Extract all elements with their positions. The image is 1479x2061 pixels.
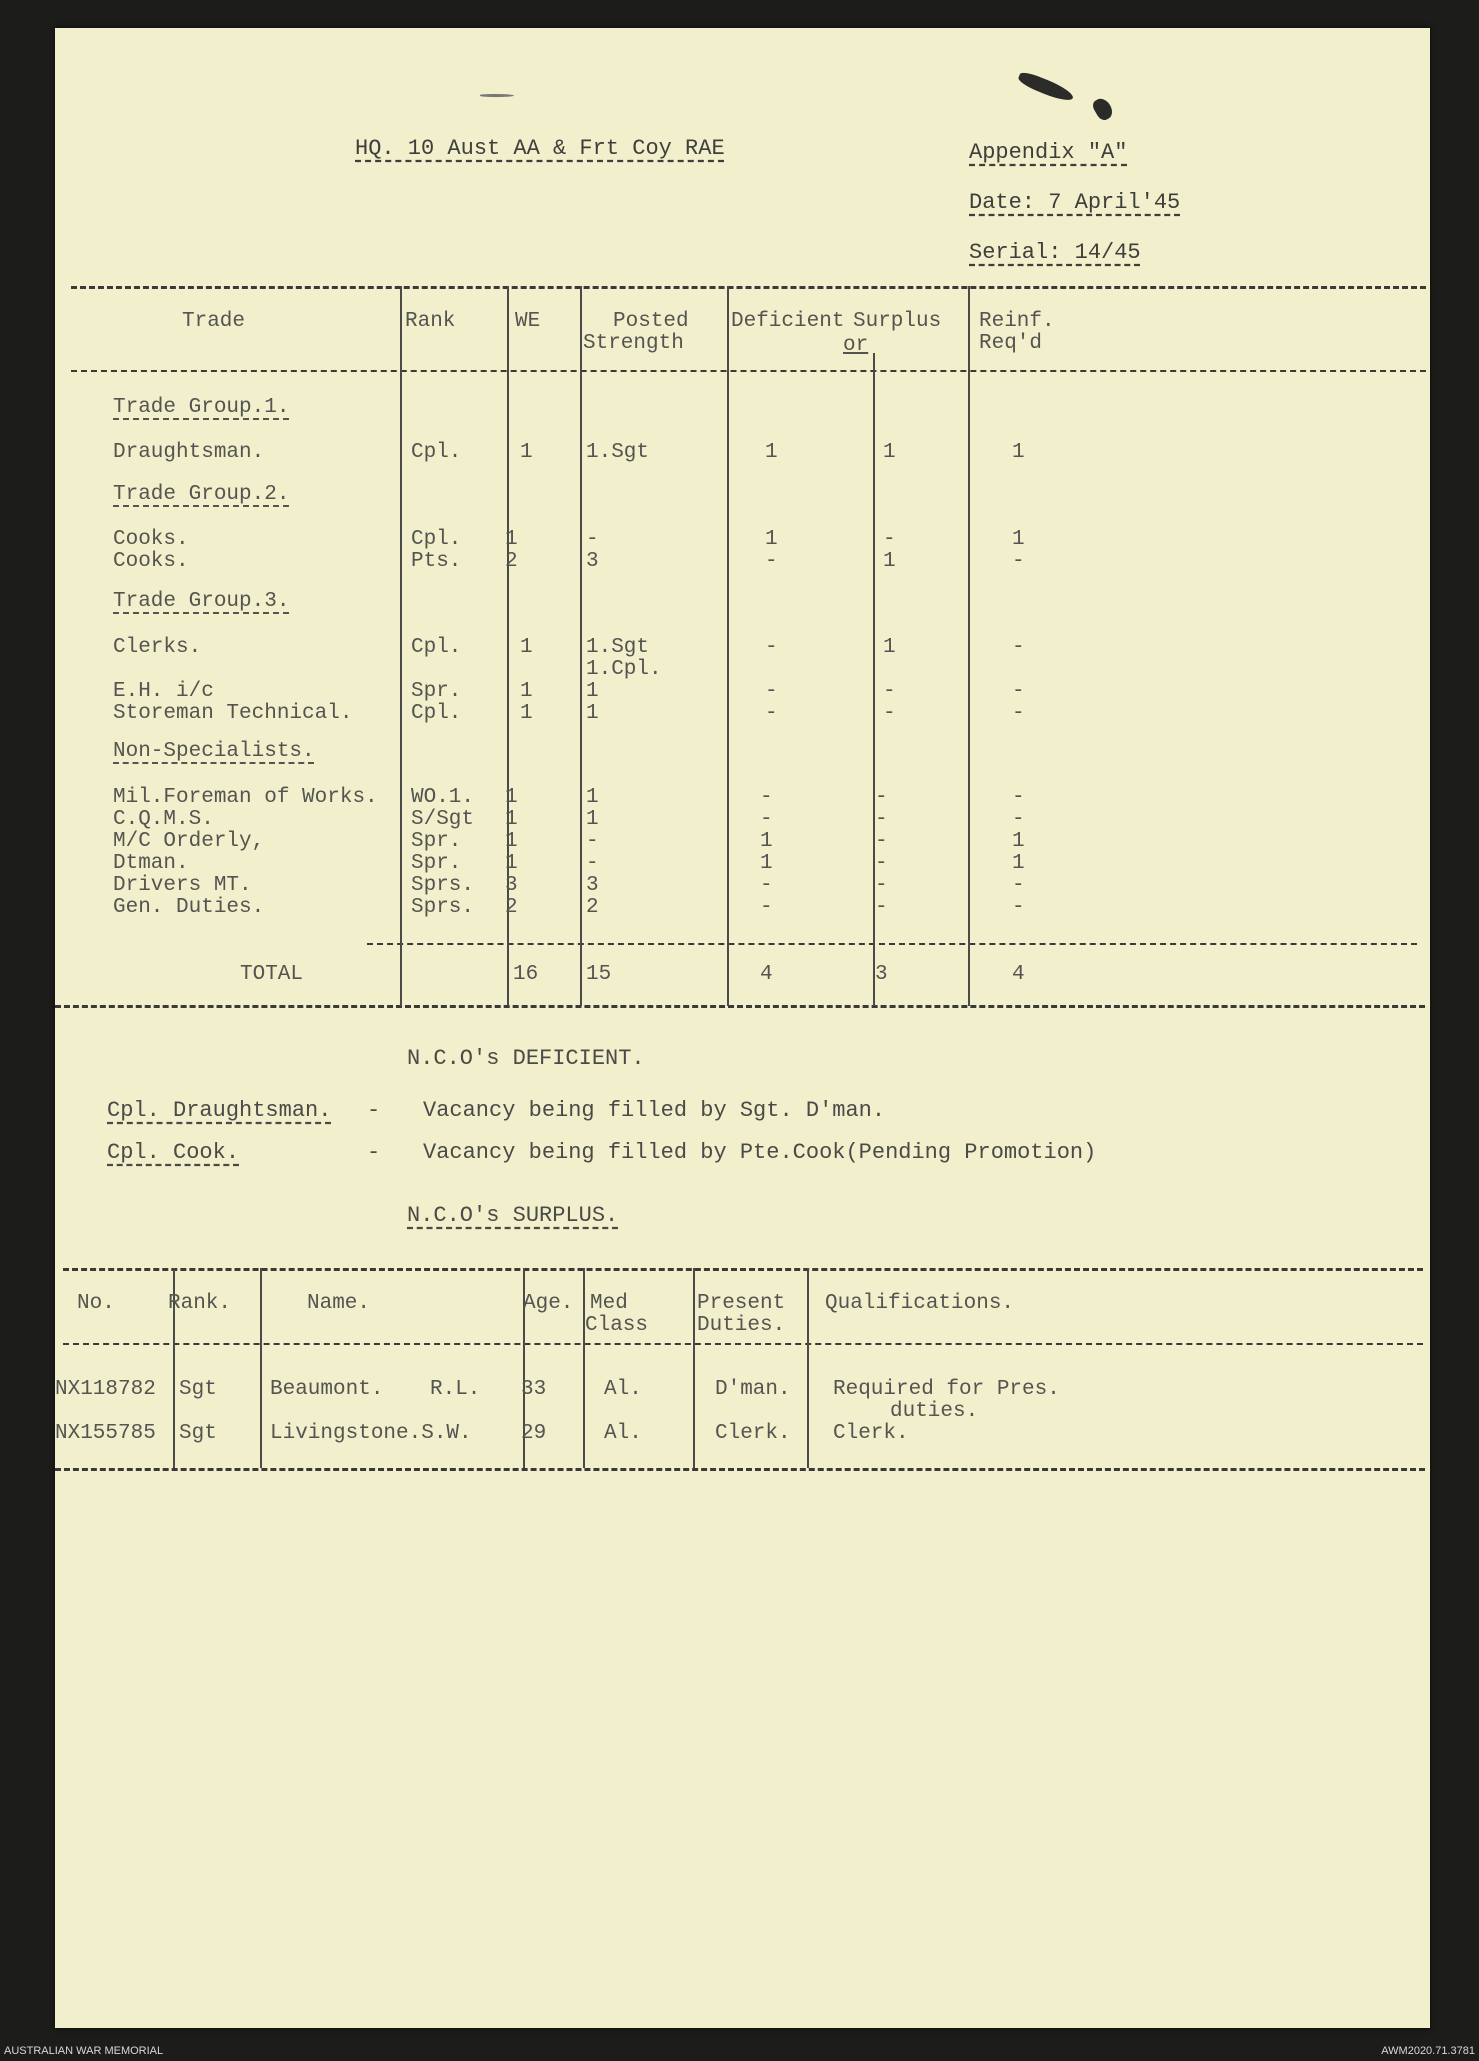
row-posted: -: [586, 528, 599, 551]
row-rank: S/Sgt: [411, 808, 475, 831]
row-surplus: -: [875, 808, 888, 831]
col-divider: [727, 286, 729, 1006]
col-header-deficient: Deficient: [731, 310, 845, 333]
col-header-we: WE: [515, 310, 541, 333]
row-deficient: 1: [760, 852, 773, 875]
surplus-age: 29: [521, 1422, 547, 1445]
row-surplus: 1: [883, 636, 896, 659]
appendix-label: Appendix "A": [969, 140, 1128, 165]
col-divider: [693, 1268, 695, 1468]
row-we: 3: [505, 874, 518, 897]
surplus-qualification: Clerk.: [833, 1422, 909, 1445]
trade-group-title: Trade Group.1.: [113, 396, 290, 419]
row-surplus: -: [883, 680, 896, 703]
row-trade: Draughtsman.: [113, 441, 265, 464]
row-reinf: -: [1012, 786, 1025, 809]
deficient-note: Vacancy being filled by Pte.Cook(Pending Promotion): [423, 1140, 1097, 1165]
surplus-header-class: Class: [585, 1314, 649, 1337]
row-posted: 2: [586, 896, 599, 919]
surplus-age: 33: [521, 1378, 547, 1401]
row-reinf: 1: [1012, 528, 1025, 551]
row-posted: 1: [586, 702, 599, 725]
table-top-rule: [71, 286, 1426, 289]
row-surplus: -: [875, 830, 888, 853]
trade-group-title: Trade Group.3.: [113, 590, 290, 613]
col-header-rank: Rank: [405, 310, 456, 333]
unit-heading: HQ. 10 Aust AA & Frt Coy RAE: [355, 136, 725, 161]
col-divider: [807, 1268, 809, 1468]
table-header-rule: [71, 370, 1426, 372]
row-trade: C.Q.M.S.: [113, 808, 214, 831]
row-deficient: -: [765, 550, 778, 573]
footer-catalogue-id: AWM2020.71.3781: [1381, 2045, 1475, 2057]
row-reinf: -: [1012, 874, 1025, 897]
row-posted: -: [586, 852, 599, 875]
document-page: [55, 28, 1430, 2028]
surplus-med: Al.: [604, 1378, 642, 1401]
nco-deficient-title: N.C.O's DEFICIENT.: [407, 1046, 645, 1071]
row-rank: Sprs.: [411, 874, 475, 897]
total-posted: 15: [586, 963, 612, 986]
total-label: TOTAL: [240, 963, 304, 986]
row-surplus: -: [875, 852, 888, 875]
row-we: 1: [520, 636, 533, 659]
row-posted: 3: [586, 550, 599, 573]
serial-label: Serial: 14/45: [969, 240, 1141, 265]
row-reinf: 1: [1012, 852, 1025, 875]
row-trade: E.H. i/c: [113, 680, 214, 703]
row-posted: 1.Sgt: [586, 636, 650, 659]
surplus-qualification-cont: duties.: [890, 1400, 979, 1423]
deficient-post: Cpl. Draughtsman.: [107, 1098, 332, 1123]
surplus-rank: Sgt: [179, 1422, 217, 1445]
row-rank: Pts.: [411, 550, 462, 573]
surplus-duties: D'man.: [715, 1378, 791, 1401]
deficient-note: Vacancy being filled by Sgt. D'man.: [423, 1098, 886, 1123]
row-reinf: -: [1012, 550, 1025, 573]
row-deficient: 1: [765, 528, 778, 551]
surplus-header-qualifications: Qualifications.: [825, 1292, 1015, 1315]
row-we: 1: [505, 528, 518, 551]
table-bottom-rule: [55, 1005, 1425, 1008]
surplus-header-present: Present: [697, 1292, 786, 1315]
surplus-initials: R.L.: [430, 1378, 481, 1401]
row-rank: Spr.: [411, 852, 462, 875]
row-we: 1: [505, 808, 518, 831]
row-reinf: -: [1012, 680, 1025, 703]
surplus-header-med: Med: [590, 1292, 628, 1315]
row-trade: Dtman.: [113, 852, 189, 875]
row-deficient: -: [760, 808, 773, 831]
surplus-table-mid-rule: [63, 1343, 1423, 1345]
row-trade: Drivers MT.: [113, 874, 252, 897]
row-rank: Cpl.: [411, 528, 462, 551]
row-trade: Storeman Technical.: [113, 702, 353, 725]
row-surplus: 1: [883, 550, 896, 573]
row-rank: Cpl.: [411, 441, 462, 464]
row-rank: Sprs.: [411, 896, 475, 919]
col-divider: [400, 286, 402, 1006]
col-divider: [260, 1268, 262, 1468]
total-we: 16: [513, 963, 539, 986]
row-trade: Mil.Foreman of Works.: [113, 786, 378, 809]
pencil-mark: [480, 94, 514, 97]
surplus-header-name: Name.: [307, 1292, 371, 1315]
col-header-reqd: Req'd: [979, 332, 1043, 355]
surplus-name: Beaumont.: [270, 1378, 384, 1401]
col-divider: [583, 1268, 585, 1468]
row-we: 1: [520, 680, 533, 703]
col-header-trade: Trade: [182, 310, 246, 333]
row-reinf: -: [1012, 896, 1025, 919]
surplus-rank: Sgt: [179, 1378, 217, 1401]
row-posted: 3: [586, 874, 599, 897]
row-posted: 1.Sgt: [586, 441, 650, 464]
row-deficient: -: [765, 680, 778, 703]
row-we: 1: [505, 786, 518, 809]
row-we: 1: [520, 702, 533, 725]
row-surplus: -: [875, 786, 888, 809]
row-deficient: 1: [765, 441, 778, 464]
nco-surplus-title: N.C.O's SURPLUS.: [407, 1203, 619, 1228]
deficient-dash: -: [367, 1098, 381, 1123]
row-posted: -: [586, 830, 599, 853]
surplus-header-rank: Rank.: [168, 1292, 232, 1315]
row-we: 1: [520, 441, 533, 464]
row-surplus: -: [883, 528, 896, 551]
row-rank: Cpl.: [411, 636, 462, 659]
deficient-dash: -: [367, 1140, 381, 1165]
surplus-qualification: Required for Pres.: [833, 1378, 1060, 1401]
row-surplus: 1: [883, 441, 896, 464]
row-rank: Spr.: [411, 680, 462, 703]
row-rank: Spr.: [411, 830, 462, 853]
row-we: 1: [505, 830, 518, 853]
row-posted-extra: 1.Cpl.: [586, 658, 662, 681]
surplus-med: Al.: [604, 1422, 642, 1445]
surplus-table-bottom-rule: [55, 1468, 1425, 1471]
row-we: 2: [505, 896, 518, 919]
row-reinf: -: [1012, 702, 1025, 725]
surplus-duties: Clerk.: [715, 1422, 791, 1445]
surplus-header-duties: Duties.: [697, 1314, 786, 1337]
row-trade: Gen. Duties.: [113, 896, 265, 919]
col-header-strength: Strength: [583, 332, 684, 355]
col-header-or: or: [843, 334, 869, 357]
ink-smudge: [1016, 70, 1075, 105]
row-deficient: 1: [760, 830, 773, 853]
row-deficient: -: [760, 874, 773, 897]
total-deficient: 4: [760, 963, 773, 986]
row-trade: Cooks.: [113, 528, 189, 551]
row-rank: Cpl.: [411, 702, 462, 725]
col-header-posted: Posted: [613, 310, 689, 333]
surplus-table-top-rule: [63, 1268, 1423, 1271]
row-deficient: -: [760, 786, 773, 809]
row-surplus: -: [875, 874, 888, 897]
row-surplus: -: [883, 702, 896, 725]
trade-group-title: Non-Specialists.: [113, 740, 315, 763]
col-header-surplus: Surplus: [853, 310, 942, 333]
row-posted: 1: [586, 808, 599, 831]
row-reinf: -: [1012, 808, 1025, 831]
surplus-header-no: No.: [77, 1292, 115, 1315]
surplus-no: NX118782: [55, 1378, 156, 1401]
date-label: Date: 7 April'45: [969, 190, 1181, 215]
row-trade: Clerks.: [113, 636, 202, 659]
total-top-rule: [367, 943, 1417, 945]
row-trade: Cooks.: [113, 550, 189, 573]
ink-mark: [1091, 95, 1116, 122]
surplus-name: Livingstone.S.W.: [270, 1422, 472, 1445]
surplus-no: NX155785: [55, 1422, 156, 1445]
row-we: 2: [505, 550, 518, 573]
col-divider: [968, 286, 970, 1006]
row-we: 1: [505, 852, 518, 875]
col-header-reinf: Reinf.: [979, 310, 1055, 333]
row-surplus: -: [875, 896, 888, 919]
deficient-post: Cpl. Cook.: [107, 1140, 240, 1165]
row-posted: 1: [586, 786, 599, 809]
trade-group-title: Trade Group.2.: [113, 483, 290, 506]
total-reinf: 4: [1012, 963, 1025, 986]
surplus-header-age: Age.: [523, 1292, 574, 1315]
total-surplus: 3: [875, 963, 888, 986]
col-divider: [580, 286, 582, 1006]
row-rank: WO.1.: [411, 786, 475, 809]
row-deficient: -: [760, 896, 773, 919]
row-reinf: 1: [1012, 441, 1025, 464]
row-trade: M/C Orderly,: [113, 830, 265, 853]
row-posted: 1: [586, 680, 599, 703]
row-reinf: 1: [1012, 830, 1025, 853]
row-deficient: -: [765, 702, 778, 725]
row-deficient: -: [765, 636, 778, 659]
footer-archive-name: AUSTRALIAN WAR MEMORIAL: [4, 2045, 164, 2057]
row-reinf: -: [1012, 636, 1025, 659]
